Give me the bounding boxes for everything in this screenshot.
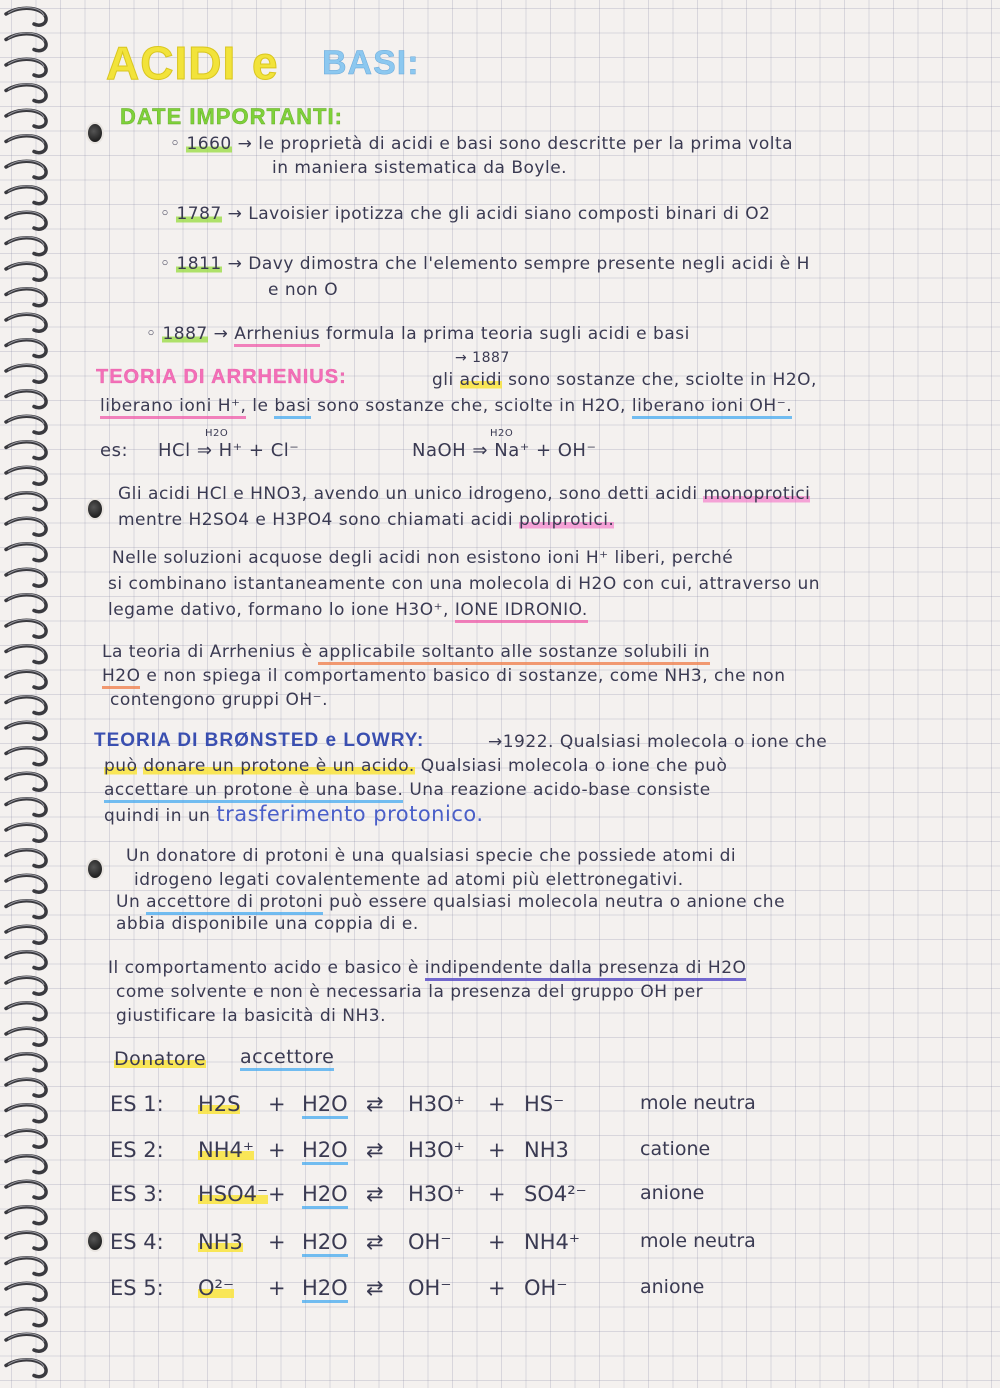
text: H2O (102, 666, 140, 689)
arrhenius-line-1 (432, 370, 817, 390)
example-plus1: + (268, 1092, 286, 1116)
example-plus2: + (488, 1276, 506, 1300)
header-donatore (114, 1048, 206, 1070)
spiral-binding (0, 0, 62, 1388)
arrow: → (227, 204, 243, 224)
text: può essere qualsiasi molecola neutra o anione che (329, 892, 786, 912)
bronsted-heading: TEORIA DI BRØNSTED e LOWRY: (94, 730, 425, 751)
example-donor: NH4⁺ (198, 1138, 254, 1162)
comp-line-3: giustificare la basicità di NH3. (116, 1006, 387, 1026)
example-type: anione (640, 1182, 705, 1204)
date-row-1787: ◦ 1787 → Lavoisier ipotizza che gli acidi siano composti binari di O2 (160, 204, 771, 224)
punch-hole (88, 860, 102, 878)
text: gli (432, 370, 454, 390)
punch-hole (88, 500, 102, 518)
aq-line-2: si combinano istantaneamente con una molecola di H2O con cui, attraverso un (108, 574, 821, 594)
arrow-label: H2O (205, 428, 229, 439)
acceptor-line-2: abbia disponibile una coppia di e. (116, 914, 419, 934)
text: la presenza del gruppo OH per (428, 982, 704, 1002)
example-plus2: + (488, 1230, 506, 1254)
text: quindi in un (104, 806, 211, 826)
example-p1: OH⁻ (408, 1276, 452, 1300)
arrow: → (237, 134, 253, 154)
example-p2: NH3 (524, 1138, 569, 1162)
example-plus1: + (268, 1182, 286, 1206)
arrhenius-line-2: liberano ioni H⁺, le basi sono sostanze che, sciolte in H2O, liberano ioni OH⁻. (100, 396, 792, 416)
example-p2: OH⁻ (524, 1276, 568, 1300)
date-text-continued: in maniera sistematica da Boyle. (272, 158, 568, 178)
text: come solvente e non è necessaria (116, 982, 423, 1002)
acidi-word: acidi (459, 370, 503, 390)
comp-line-1 (108, 958, 746, 978)
example-label: es: (100, 440, 129, 461)
aq-line-1: Nelle soluzioni acquose degli acidi non esistono ioni H⁺ liberi, perché (112, 548, 734, 568)
date-row-1660: ◦ 1660 → le proprietà di acidi e basi sono descritte per la prima volta (170, 134, 794, 154)
year-1787: 1787 (176, 204, 222, 224)
text: →1922. (488, 732, 554, 752)
text: Qualsiasi molecola o ione che (559, 732, 828, 752)
example-p1: H3O⁺ (408, 1092, 465, 1116)
example-acceptor: H2O (302, 1138, 348, 1165)
text: liberano ioni H⁺, (100, 396, 246, 419)
text: Un (116, 892, 141, 912)
base-definition: accettare un protone è una base. (104, 780, 403, 803)
example-donor: H2S (198, 1092, 241, 1116)
example-p1: OH⁻ (408, 1230, 452, 1254)
trasferimento-protonico: trasferimento protonico. (216, 802, 484, 826)
text: sono sostanze che, sciolte in H2O, (508, 370, 817, 390)
text: Donatore (114, 1048, 207, 1070)
text: accettore (240, 1046, 334, 1071)
example-donor: HSO4⁻ (198, 1182, 269, 1206)
example-plus2: + (488, 1092, 506, 1116)
example-label: ES 2: (110, 1138, 164, 1162)
monoprotici-word: monoprotici (703, 484, 811, 504)
example-type: mole neutra (640, 1230, 756, 1252)
title-acidi: ACIDI (106, 37, 237, 89)
example-p2: SO4²⁻ (524, 1182, 587, 1206)
text: La teoria di Arrhenius è (102, 642, 313, 662)
text: Qualsiasi molecola o ione che può (420, 756, 728, 776)
example-p1: H3O⁺ (408, 1182, 465, 1206)
poliprotici-word: poliprotici. (519, 510, 615, 530)
lim-line-3: contengono gruppi OH⁻. (110, 690, 328, 710)
accettore-word: accettore di protoni (146, 892, 323, 915)
date-row-1887: ◦ 1887 → Arrhenius formula la prima teoria sugli acidi e basi (146, 324, 690, 344)
example-plus2: + (488, 1182, 506, 1206)
example-acceptor: H2O (302, 1182, 348, 1209)
donor-line-2: idrogeno legati covalentemente ad atomi più elettronegativi. (134, 870, 684, 890)
bronsted-line-3 (104, 780, 711, 800)
basi-word: basi (274, 396, 311, 419)
date-heading: DATE IMPORTANTI: (120, 104, 343, 129)
text: legame dativo, formano lo ione H3O⁺, (108, 600, 449, 620)
example-plus1: + (268, 1276, 286, 1300)
example-type: mole neutra (640, 1092, 756, 1114)
example-p2: HS⁻ (524, 1092, 565, 1116)
title-basi: BASI: (322, 44, 420, 82)
bronsted-line-4 (104, 802, 484, 826)
example-acceptor: H2O (302, 1092, 348, 1119)
year-1887: 1887 (162, 324, 208, 344)
example-naoh: NaOH ⇒ Na⁺ + OH⁻ (412, 440, 597, 461)
arrow: → (213, 324, 229, 344)
acid-definition: donare un protone è un acido. (143, 756, 415, 776)
arrow: → (227, 254, 243, 274)
arrhenius-heading: TEORIA DI ARRHENIUS: (96, 366, 347, 388)
title-e: e (252, 37, 279, 89)
donor-line-1: Un donatore di protoni è una qualsiasi specie che possiede atomi di (126, 846, 737, 866)
date-text: le proprietà di acidi e basi sono descritte per la prima volta (258, 134, 794, 154)
text: liberano ioni OH⁻. (632, 396, 792, 419)
arrhenius-year-ref: → 1887 (455, 350, 510, 366)
example-type: catione (640, 1138, 711, 1160)
punch-hole (88, 1232, 102, 1250)
aq-line-3 (108, 600, 588, 620)
text: Una reazione acido-base consiste (409, 780, 711, 800)
example-donor: O²⁻ (198, 1276, 235, 1300)
bronsted-year (488, 732, 827, 752)
example-acceptor: H2O (302, 1276, 348, 1303)
example-label: ES 3: (110, 1182, 164, 1206)
example-donor: NH3 (198, 1230, 243, 1254)
example-hcl: HCl ⇒ H⁺ + Cl⁻ (158, 440, 300, 461)
example-plus1: + (268, 1230, 286, 1254)
example-arrow: ⇄ (366, 1138, 384, 1162)
example-arrow: ⇄ (366, 1092, 384, 1116)
example-arrow: ⇄ (366, 1182, 384, 1206)
date-text: Davy dimostra che l'elemento sempre presente negli acidi è H (248, 254, 810, 274)
example-p1: H3O⁺ (408, 1138, 465, 1162)
year-1660: 1660 (186, 134, 232, 154)
date-text: Lavoisier ipotizza che gli acidi siano composti binari di O2 (248, 204, 771, 224)
text: mentre H2SO4 e H3PO4 sono chiamati acidi (118, 510, 514, 530)
example-arrow: ⇄ (366, 1276, 384, 1300)
date-row-1811: ◦ 1811 → Davy dimostra che l'elemento sempre presente negli acidi è H (160, 254, 810, 274)
text: può (104, 756, 138, 776)
punch-hole (88, 124, 102, 142)
lim-line-1 (102, 642, 710, 662)
mono-line-1 (118, 484, 810, 504)
example-plus2: + (488, 1138, 506, 1162)
comp-line-2 (116, 982, 703, 1002)
text: Il comportamento acido e basico è (108, 958, 419, 978)
ione-idronio: IONE IDRONIO. (455, 600, 588, 623)
date-text-continued: e non O (268, 280, 339, 300)
example-label: ES 4: (110, 1230, 164, 1254)
header-accettore (240, 1046, 334, 1068)
example-p2: NH4⁺ (524, 1230, 580, 1254)
text: sono sostanze che, sciolte in H2O, (317, 396, 626, 416)
acceptor-line-1 (116, 892, 785, 912)
text: applicabile soltanto alle sostanze solubili in (318, 642, 710, 665)
lim-line-2 (102, 666, 785, 686)
arrhenius-name: Arrhenius (234, 324, 320, 347)
indipendente-phrase: indipendente dalla presenza di H2O (425, 958, 747, 981)
example-type: anione (640, 1276, 705, 1298)
year-1811: 1811 (176, 254, 222, 274)
example-label: ES 5: (110, 1276, 164, 1300)
text: Gli acidi HCl e HNO3, avendo un unico idrogeno, sono detti acidi (118, 484, 698, 504)
example-arrow: ⇄ (366, 1230, 384, 1254)
bronsted-line-2 (104, 756, 727, 776)
example-acceptor: H2O (302, 1230, 348, 1257)
text: e non spiega il comportamento basico di sostanze, come NH3, che non (146, 666, 786, 686)
example-label: ES 1: (110, 1092, 164, 1116)
arrow-label: H2O (490, 428, 514, 439)
example-plus1: + (268, 1138, 286, 1162)
date-text: formula la prima teoria sugli acidi e basi (326, 324, 690, 344)
mono-line-2 (118, 510, 614, 530)
